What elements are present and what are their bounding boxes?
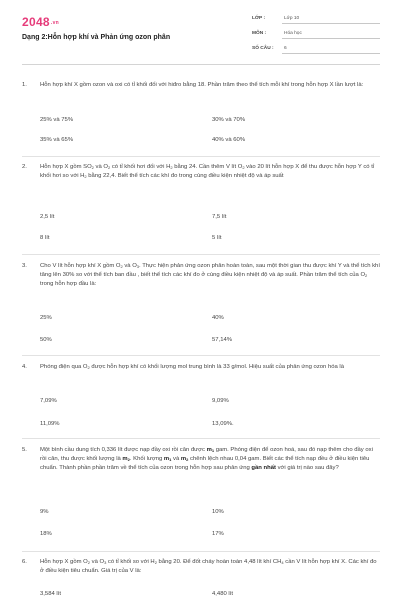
option-a[interactable]: 25% [40, 315, 52, 321]
option-d[interactable]: 13,09%. [212, 421, 234, 427]
option-b[interactable]: 30% và 70% [212, 117, 246, 123]
page-header [0, 0, 400, 62]
question-2 [22, 163, 380, 181]
option-d[interactable]: 5 lít [212, 235, 222, 241]
question-number: 4. [22, 364, 27, 370]
question-text: Phóng điện qua $O_2$ được hỗn hợp khí có khối lượng mol trung bình là 33 g/mol. Hiệu suất của phản ứng ozon hóa là [40, 364, 345, 370]
question-number: 1. [22, 82, 27, 88]
question-separator [22, 551, 380, 552]
logo-main: 2048 [22, 15, 50, 29]
question-6 [22, 558, 380, 576]
option-c[interactable]: 50% [40, 337, 52, 343]
logo-sub: .vn [50, 19, 60, 26]
subject-value: Hóa học [284, 31, 302, 36]
option-a[interactable]: 2,5 lít [40, 214, 55, 220]
question-number: 6. [22, 559, 27, 565]
option-b[interactable]: 40% [212, 315, 224, 321]
question-separator [22, 355, 380, 356]
meta-line [282, 23, 380, 24]
option-a[interactable]: 25% và 75% [40, 117, 74, 123]
subject-label: MÔN : [252, 31, 267, 36]
option-c[interactable]: 8 lít [40, 235, 50, 241]
question-3 [22, 262, 380, 290]
class-label: LỚP : [252, 16, 266, 21]
question-text: Một bình cầu dung tích 0,336 lít được nạp đầy oxi rồi cân được $m_1$ gam. Phóng điện để ozon hoá, sau đó nạp thêm cho đầy oxi rồi cân, thu được khối lượng là $m_2$. Khối lượng $m_1$ và $m_2$ chênh lệch nhau 0,04 gam. Biết các thể tích nạp đều ở điều kiện tiêu chuẩn. Thành phần phần trăm về thể tích của ozon trong hỗn hợp sau phản ứng gần nhất với giá trị nào sau đây? [40, 447, 373, 472]
question-text: Hỗn hợp X gồm $SO_2$ và $O_2$ có tỉ khối hơi đối với $H_2$ bằng 24. Cần thêm V lít $O_2$ vào 20 lít hỗn hợp X để thu được hỗn hợp Y có tỉ khối hơi so với $H_2$ bằng 22,4. Biết thể tích các khí đo trong cùng điều kiện nhiệt độ và áp suất [40, 164, 375, 180]
option-b[interactable]: 4,480 lít [212, 591, 233, 597]
question-1 [22, 81, 380, 90]
option-a[interactable]: 7,09% [40, 398, 57, 404]
option-b[interactable]: 7,5 lít [212, 214, 227, 220]
question-text: Hỗn hợp X gồm $O_2$ và $O_3$ có tỉ khối so với $H_2$ bằng 20. Để đốt cháy hoàn toàn 4,48 lít khí $CH_4$ cần V lít hỗn hợp khí X. Các khí đo ở điều kiện tiêu chuẩn. Giá trị của V là: [40, 559, 377, 575]
meta-line [282, 53, 380, 54]
option-c[interactable]: 11,09% [40, 421, 60, 427]
option-c[interactable]: 35% và 65% [40, 137, 74, 143]
option-d[interactable]: 17% [212, 531, 224, 537]
question-separator [22, 254, 380, 255]
site-logo[interactable] [22, 15, 59, 29]
question-separator [22, 156, 380, 157]
option-a[interactable]: 9% [40, 509, 49, 515]
option-d[interactable]: 40% và 60% [212, 137, 246, 143]
question-separator [22, 438, 380, 439]
question-4 [22, 363, 380, 372]
class-value: Lớp 10 [284, 16, 300, 21]
header-divider [22, 64, 380, 65]
meta-line [282, 38, 380, 39]
count-value: 6 [284, 46, 287, 51]
question-number: 3. [22, 263, 27, 269]
option-d[interactable]: 57,14% [212, 337, 232, 343]
question-number: 2. [22, 164, 27, 170]
option-a[interactable]: 3,584 lít [40, 591, 61, 597]
question-text: Hỗn hợp khí X gồm ozon và oxi có tỉ khối đối với hiđro bằng 18. Phần trăm theo thể tích mỗi khí trong hỗn hợp X lần lượt là: [40, 82, 364, 88]
option-b[interactable]: 9,09% [212, 398, 229, 404]
count-label: SỐ CÂU : [252, 46, 274, 51]
question-number: 5. [22, 447, 27, 453]
question-5 [22, 446, 380, 474]
question-text: Cho V lít hỗn hợp khí X gồm $O_2$ và $O_3$. Thực hiện phản ứng ozon phân hoàn toàn, sau một thời gian thu được khí Y và thể tích khí tăng lên 30% so với thể tích ban đầu , biết thể tích các khí đo ở cùng điều kiện nhiệt độ và áp suất. Phần trăm thể tích của $O_2$ trong hỗn hợp đầu là: [40, 263, 380, 288]
option-b[interactable]: 10% [212, 509, 224, 515]
topic-title: Dạng 2:Hỗn hợp khí và Phản ứng ozon phân [22, 34, 171, 41]
option-c[interactable]: 18% [40, 531, 52, 537]
